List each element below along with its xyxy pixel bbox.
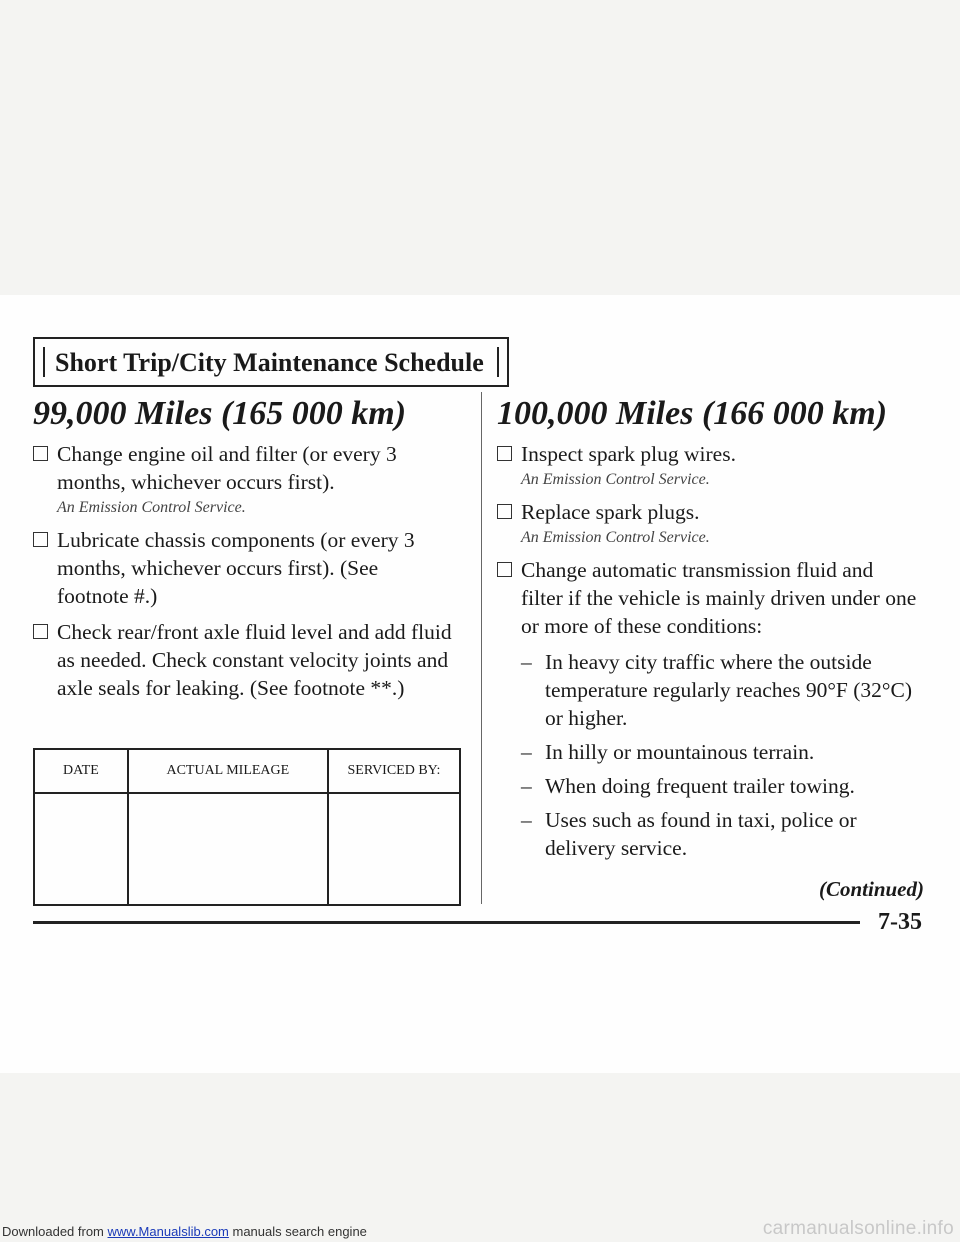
condition-text: In heavy city traffic where the outside temperature regularly reaches 90°F (32°C) or higher. [545,650,913,730]
condition-item [521,772,917,800]
dash-bullet-icon: – [521,808,532,832]
dash-bullet-icon: – [521,740,532,764]
checkbox-icon[interactable] [33,446,48,461]
checklist-item [33,440,453,518]
manualslib-link[interactable]: www.Manualslib.com [107,1224,229,1239]
checkbox-icon[interactable] [497,504,512,519]
page-number: 7-35 [872,909,922,936]
left-column [33,440,453,710]
condition-text: When doing frequent trailer towing. [545,774,855,798]
column-header-date: DATE [34,749,128,793]
emission-note: An Emission Control Service. [521,529,710,546]
item-text: Lubricate chassis components (or every 3 months, whichever occurs first). (See footnote #.) [57,528,415,608]
column-header-serviced-by: SERVICED BY: [328,749,460,793]
table-header-row [34,749,460,793]
right-heading: 100,000 Miles (166 000 km) [497,395,888,432]
checklist-item [33,618,453,702]
checklist-item [497,556,917,862]
checkbox-icon[interactable] [497,446,512,461]
condition-item [521,806,917,862]
item-text: Check rear/front axle fluid level and add fluid as needed. Check constant velocity joints and axle seals for leaking. (See footnote **.) [57,620,452,700]
condition-item [521,648,917,732]
right-column [497,440,917,870]
checkbox-icon[interactable] [497,562,512,577]
site-watermark: carmanualsonline.info [762,1218,954,1239]
section-header-box [33,337,509,387]
continued-label: (Continued) [818,877,924,901]
table-row [34,793,460,905]
item-text: Change engine oil and filter (or every 3 months, whichever occurs first). [57,442,397,494]
dash-bullet-icon: – [521,650,532,674]
download-prefix: Downloaded from [2,1224,108,1239]
checkbox-icon[interactable] [33,624,48,639]
header-tick-right [497,347,499,377]
dash-bullet-icon: – [521,774,532,798]
item-text: Inspect spark plug wires. [521,442,736,466]
condition-text: In hilly or mountainous terrain. [545,740,815,764]
emission-note: An Emission Control Service. [521,471,710,488]
mileage-cell[interactable] [128,793,328,905]
download-suffix: manuals search engine [228,1224,367,1239]
header-tick-left [43,347,45,377]
column-divider [481,392,482,904]
checklist-item [497,498,917,548]
page-title: Short Trip/City Maintenance Schedule [55,348,484,377]
checkbox-icon[interactable] [33,532,48,547]
condition-item [521,738,917,766]
condition-list [521,648,917,862]
service-log-table [33,748,461,906]
footer-rule [33,921,860,924]
date-cell[interactable] [34,793,128,905]
checklist-item [33,526,453,610]
item-text: Replace spark plugs. [521,500,700,524]
item-text: Change automatic transmission fluid and filter if the vehicle is mainly driven under one or more of these conditions: [521,558,917,638]
condition-text: Uses such as found in taxi, police or delivery service. [545,808,857,860]
left-heading: 99,000 Miles (165 000 km) [33,395,407,432]
checklist-item [497,440,917,490]
serviced-by-cell[interactable] [328,793,460,905]
download-footer [2,1224,367,1239]
top-margin [0,0,960,295]
bottom-margin [0,1073,960,1242]
emission-note: An Emission Control Service. [57,499,246,516]
column-header-mileage: ACTUAL MILEAGE [128,749,328,793]
